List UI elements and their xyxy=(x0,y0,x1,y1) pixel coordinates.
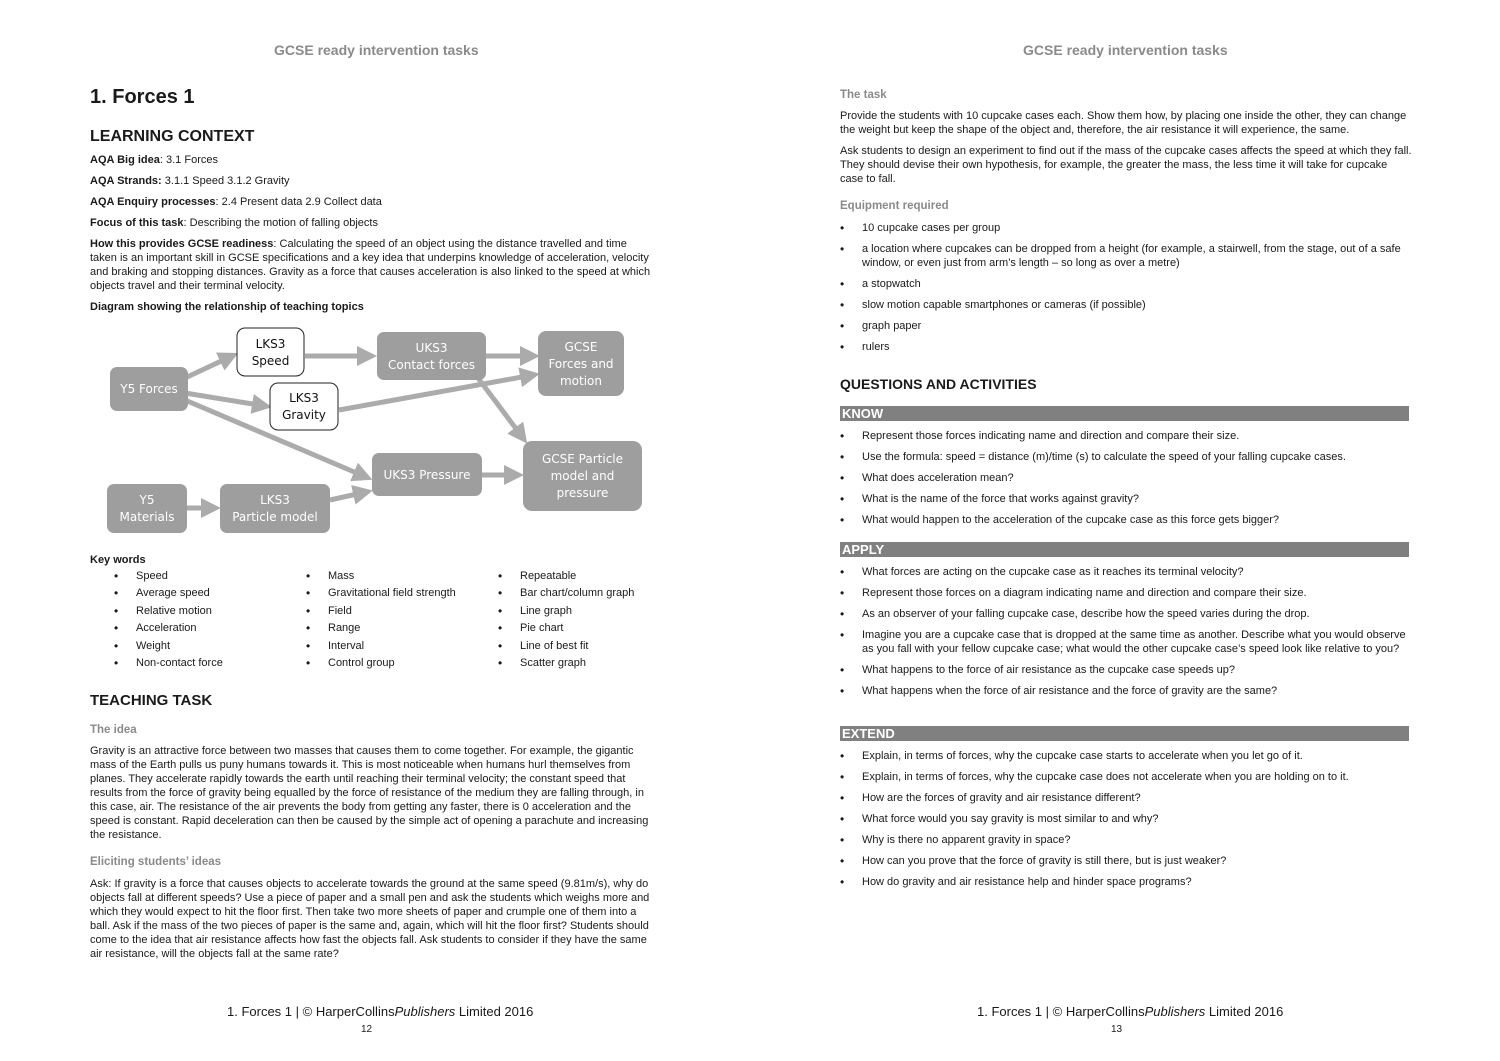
diagram-caption: Diagram showing the relationship of teaching topics xyxy=(90,301,364,313)
page-title: 1. Forces 1 xyxy=(90,86,195,108)
page-footer: 1. Forces 1 | © HarperCollinsPublishers Limited 2016 xyxy=(227,1004,534,1019)
node-lks3-speed xyxy=(237,328,304,376)
key-words-column-3 xyxy=(498,570,698,674)
context-readiness: How this provides GCSE readiness: Calculating the speed of an object using the distance travelled and time taken is an important skill in GCSE specifications and a key idea that underpins knowledge of acceleration, velocity and braking and stopping distances. Gravity as a force that causes acceleration is also linked to the speed at which objects travel and their terminal velocity. xyxy=(90,238,651,292)
arrow-particle-pressure xyxy=(330,492,366,500)
key-word: • Line of best fit xyxy=(498,640,698,657)
page-footer: 1. Forces 1 | © HarperCollinsPublishers Limited 2016 xyxy=(977,1004,1284,1019)
svg-text:Contact forces: Contact forces xyxy=(388,358,475,372)
equipment-heading: Equipment required xyxy=(840,200,949,212)
extend-bar: EXTEND xyxy=(840,726,1409,741)
know-list xyxy=(840,429,1412,534)
running-header: GCSE ready intervention tasks xyxy=(274,42,479,58)
arrow-y5forces-speed xyxy=(185,356,232,378)
svg-text:GCSE: GCSE xyxy=(564,340,598,354)
know-item: • What is the name of the force that works against gravity? xyxy=(840,492,1412,506)
key-word: • Bar chart/column graph xyxy=(498,587,698,604)
node-uks3-contact-forces xyxy=(377,332,486,380)
running-header: GCSE ready intervention tasks xyxy=(1023,42,1228,58)
context-focus: Focus of this task: Describing the motion of falling objects xyxy=(90,217,378,229)
equipment-item: • a stopwatch xyxy=(840,277,1412,291)
idea-heading: The idea xyxy=(90,724,137,736)
svg-text:Gravity: Gravity xyxy=(282,408,326,422)
extend-item: • Explain, in terms of forces, why the cupcake case starts to accelerate when you let go of it. xyxy=(840,749,1412,763)
key-word: • Scatter graph xyxy=(498,657,698,674)
right-page xyxy=(750,0,1500,1061)
key-word: • Interval xyxy=(306,640,491,657)
equipment-item: • a location where cupcakes can be dropped from a height (for example, a stairwell, from the stage, out of a safe window, or even just from arm’s length – so long as over a metre) xyxy=(840,242,1412,270)
context-strands: AQA Strands: 3.1.1 Speed 3.1.2 Gravity xyxy=(90,175,290,187)
equipment-item: • slow motion capable smartphones or cameras (if possible) xyxy=(840,298,1412,312)
key-word: • Relative motion xyxy=(114,605,294,622)
extend-item: • How are the forces of gravity and air resistance different? xyxy=(840,791,1412,805)
node-lks3-gravity xyxy=(270,383,338,430)
extend-list xyxy=(840,749,1412,896)
svg-text:Forces and: Forces and xyxy=(548,357,614,371)
svg-text:model and: model and xyxy=(550,469,615,483)
equipment-item: • graph paper xyxy=(840,319,1412,333)
arrow-contact-gcseparticle xyxy=(478,378,523,438)
apply-item: • As an observer of your falling cupcake case, describe how the speed varies during the drop. xyxy=(840,607,1412,621)
extend-item: • Explain, in terms of forces, why the cupcake case does not accelerate when you are holding on to it. xyxy=(840,770,1412,784)
apply-item: • Represent those forces on a diagram indicating name and direction and compare their size. xyxy=(840,586,1412,600)
apply-item: • What forces are acting on the cupcake case as it reaches its terminal velocity? xyxy=(840,565,1412,579)
teaching-task-heading: TEACHING TASK xyxy=(90,692,213,709)
page-number: 12 xyxy=(361,1024,373,1035)
apply-item: • What happens when the force of air resistance and the force of gravity are the same? xyxy=(840,684,1412,698)
key-word: • Mass xyxy=(306,570,491,587)
svg-text:Y5 Forces: Y5 Forces xyxy=(120,382,178,396)
task-paragraph-2: Ask students to design an experiment to find out if the mass of the cupcake cases affects the speed at which they fall. They should devise their own hypothesis, for example, the greater the mass, the less time it will take for cupcake case to fall. xyxy=(840,145,1412,185)
svg-text:GCSE Particle: GCSE Particle xyxy=(541,452,624,466)
apply-bar: APPLY xyxy=(840,542,1409,557)
key-word: • Line graph xyxy=(498,605,698,622)
svg-text:LKS3: LKS3 xyxy=(289,391,319,405)
apply-item: • Imagine you are a cupcake case that is dropped at the same time as another. Describe what you would observe as you fall with your fellow cupcake case; what would the other cupcake case’s speed look like relative to you? xyxy=(840,628,1412,656)
key-word: • Field xyxy=(306,605,491,622)
know-item: • Represent those forces indicating name and direction and compare their size. xyxy=(840,429,1412,443)
key-word: • Pie chart xyxy=(498,622,698,639)
key-word: • Control group xyxy=(306,657,491,674)
apply-item: • What happens to the force of air resistance as the cupcake case speeds up? xyxy=(840,663,1412,677)
equipment-item: • 10 cupcake cases per group xyxy=(840,221,1412,235)
key-word: • Speed xyxy=(114,570,294,587)
know-bar: KNOW xyxy=(840,406,1409,421)
node-gcse-forces-motion xyxy=(538,331,624,396)
svg-text:UKS3: UKS3 xyxy=(415,341,448,355)
eliciting-text: Ask: If gravity is a force that causes objects to accelerate towards the ground at the same speed (9.81m/s), why do objects fall at different speeds? Use a piece of paper and a small pen and ask the students which weighs more and which they would expect to hit the floor first. Then take two more sheets of paper and crumple one of them into a ball. Ask if the mass of the two pieces of paper is the same and, again, which will hit the floor first? Students should come to the idea that air resistance affects how fast the objects fall. Ask students to consider if they have the same air resistance, will the objects fall at the same rate? xyxy=(90,878,650,960)
page-number: 13 xyxy=(1111,1024,1123,1035)
node-y5-materials xyxy=(107,484,187,533)
learning-context-heading: LEARNING CONTEXT xyxy=(90,128,255,145)
key-words-column-2 xyxy=(306,570,491,674)
task-heading: The task xyxy=(840,89,887,101)
svg-text:LKS3: LKS3 xyxy=(260,493,290,507)
know-item: • What would happen to the acceleration of the cupcake case as this force gets bigger? xyxy=(840,513,1412,527)
svg-text:LKS3: LKS3 xyxy=(255,337,286,351)
topics-diagram xyxy=(0,0,750,560)
key-words-heading: Key words xyxy=(90,554,146,566)
know-item: • What does acceleration mean? xyxy=(840,471,1412,485)
task-paragraph-1: Provide the students with 10 cupcake cases each. Show them how, by placing one inside the other, they can change the weight but keep the shape of the object and, therefore, the air resistance it will experience, the same. xyxy=(840,110,1407,136)
key-word: • Range xyxy=(306,622,491,639)
key-word: • Gravitational field strength xyxy=(306,587,491,604)
apply-list xyxy=(840,565,1412,705)
key-word: • Weight xyxy=(114,640,294,657)
node-y5-forces xyxy=(110,367,188,411)
svg-text:Particle model: Particle model xyxy=(232,510,318,524)
svg-text:Speed: Speed xyxy=(251,354,290,368)
svg-text:UKS3 Pressure: UKS3 Pressure xyxy=(383,468,471,482)
extend-item: • What force would you say gravity is most similar to and why? xyxy=(840,812,1412,826)
know-item: • Use the formula: speed = distance (m)/time (s) to calculate the speed of your falling cupcake cases. xyxy=(840,450,1412,464)
key-word: • Acceleration xyxy=(114,622,294,639)
extend-item: • How do gravity and air resistance help and hinder space programs? xyxy=(840,875,1412,889)
key-word: • Average speed xyxy=(114,587,294,604)
node-uks3-pressure xyxy=(372,453,482,496)
eliciting-heading: Eliciting students’ ideas xyxy=(90,856,222,868)
svg-text:Y5: Y5 xyxy=(139,493,155,507)
svg-text:motion: motion xyxy=(559,374,603,388)
extend-item: • How can you prove that the force of gravity is still there, but is just weaker? xyxy=(840,854,1412,868)
idea-text: Gravity is an attractive force between two masses that causes them to come together. For example, the gigantic mass of the Earth pulls us puny humans towards it. This is most noticeable when humans hurl themselves from planes. They accelerate rapidly towards the earth until reaching their terminal velocity; the constant speed that results from the force of gravity being equalled by the force of resistance of the medium they are falling through, in this case, air. The resistance of the air prevents the body from getting any faster, there is 0 acceleration and the speed is constant. Rapid deceleration can then be caused by the simple act of opening a parachute and increasing the resistance. xyxy=(90,745,649,841)
equipment-list xyxy=(840,221,1412,361)
extend-item: • Why is there no apparent gravity in space? xyxy=(840,833,1412,847)
arrow-gravity-gcseforces xyxy=(339,375,533,410)
node-lks3-particle-model xyxy=(220,484,330,533)
key-word: • Non-contact force xyxy=(114,657,294,674)
svg-text:pressure: pressure xyxy=(556,486,609,500)
svg-text:Materials: Materials xyxy=(119,510,175,524)
key-words-column-1 xyxy=(114,570,294,674)
equipment-item: • rulers xyxy=(840,340,1412,354)
node-gcse-particle-model xyxy=(523,441,642,511)
questions-heading: QUESTIONS AND ACTIVITIES xyxy=(840,376,1037,392)
context-big-idea: AQA Big idea: 3.1 Forces xyxy=(90,154,218,166)
key-word: • Repeatable xyxy=(498,570,698,587)
context-enquiry: AQA Enquiry processes: 2.4 Present data 2.9 Collect data xyxy=(90,196,382,208)
